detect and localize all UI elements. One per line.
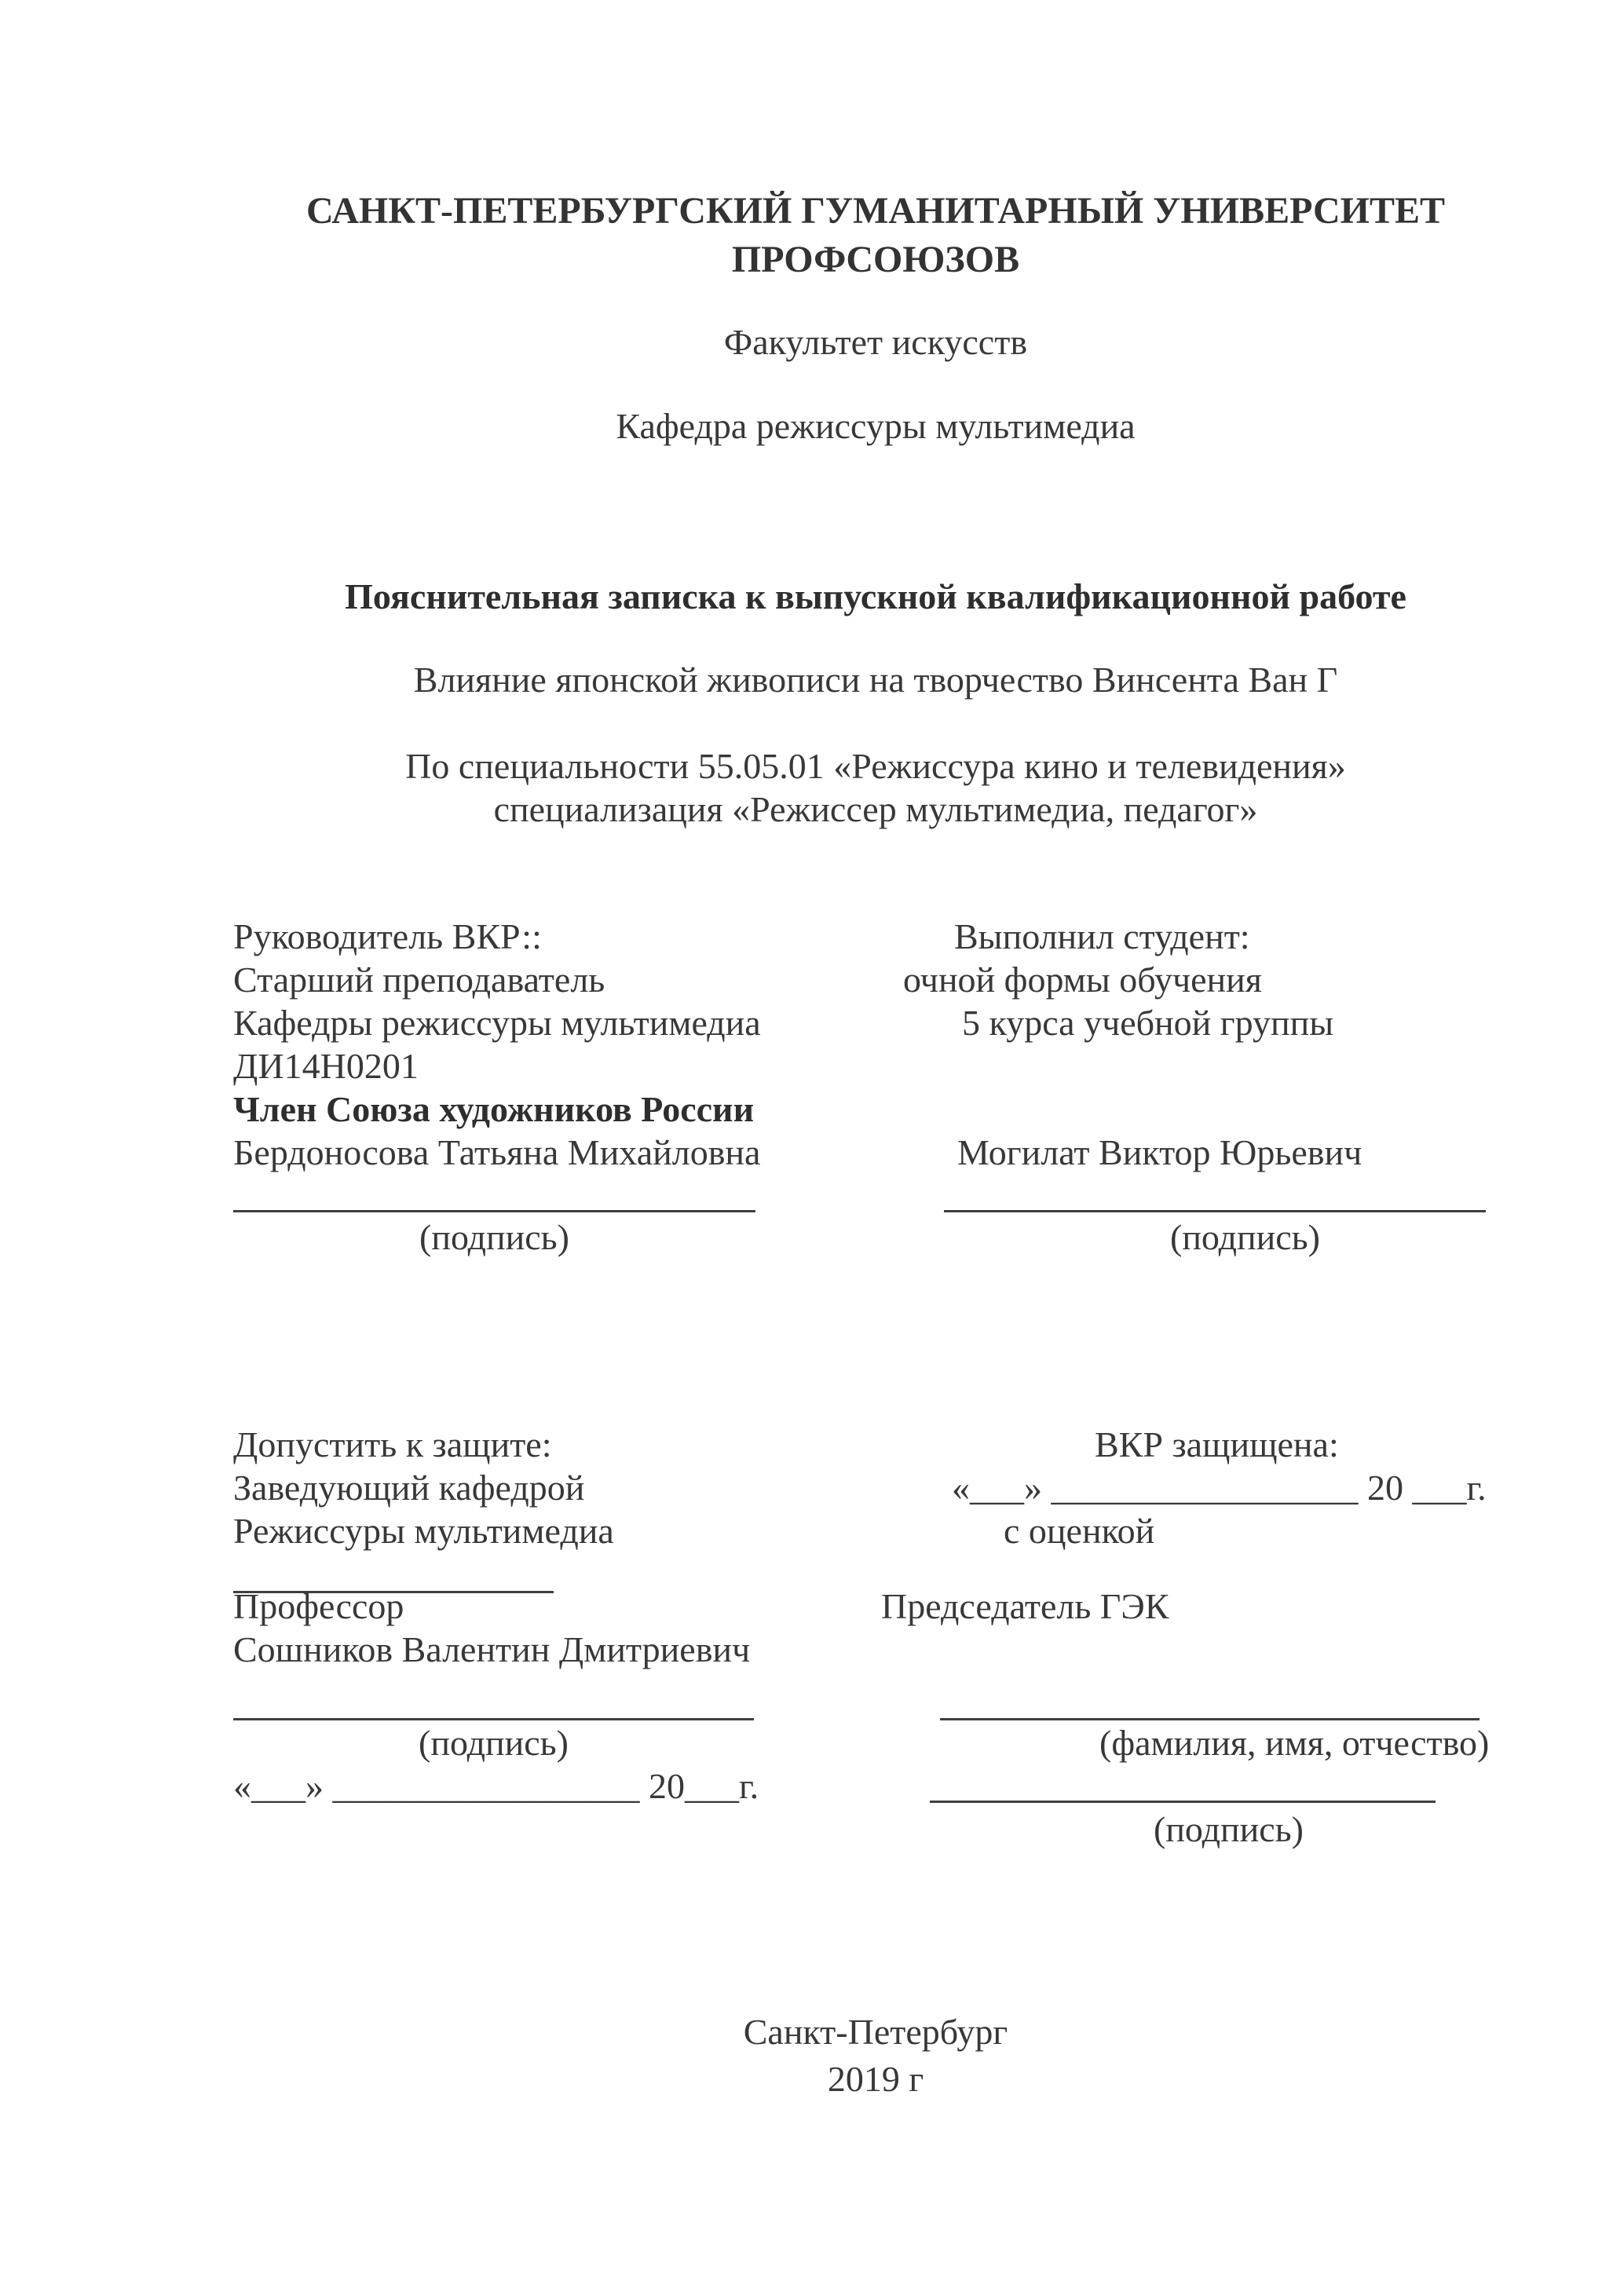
department-name: Кафедра режиссуры мультимедиа	[616, 406, 1136, 446]
supervisor-signature-line	[233, 1174, 755, 1212]
specialization-line: специализация «Режиссер мультимедиа, педагог»	[493, 789, 1258, 829]
defense-fio-caption: (фамилия, имя, отчество)	[1099, 1723, 1490, 1763]
student-course: 5 курса учебной группы	[962, 1003, 1334, 1043]
admission-head-department: Режиссуры мультимедиа	[233, 1511, 614, 1551]
supervisor-name: Бердоносова Татьяна Михайловна	[233, 1132, 761, 1172]
supervisor-heading: Руководитель ВКР::	[233, 916, 542, 956]
student-signature-caption: (подпись)	[1170, 1217, 1320, 1257]
admission-date-line: «___» _________________ 20___г.	[233, 1766, 759, 1806]
supervisor-position: Старший преподаватель	[233, 960, 605, 1000]
university-name-line1: САНКТ-ПЕТЕРБУРГСКИЙ ГУМАНИТАРНЫЙ УНИВЕРСИТЕТ	[305, 190, 1446, 232]
university-name-line2: ПРОФСОЮЗОВ	[731, 239, 1020, 280]
defense-grade-line: с оценкой	[1004, 1511, 1155, 1551]
admission-signature-caption: (подпись)	[419, 1723, 569, 1763]
year-label: 2019 г	[827, 2059, 924, 2099]
city-name: Санкт-Петербург	[743, 2012, 1008, 2052]
student-heading: Выполнил студент:	[954, 916, 1250, 956]
document-type-title: Пояснительная записка к выпускной квалификационной работе	[345, 576, 1406, 616]
supervisor-code: ДИ14Н0201	[233, 1046, 419, 1086]
faculty-name: Факультет искусств	[723, 322, 1028, 362]
defense-fio-line	[940, 1682, 1480, 1720]
specialty-line: По специальности 55.05.01 «Режиссура кино и телевидения»	[405, 746, 1346, 786]
student-name: Могилат Виктор Юрьевич	[957, 1132, 1362, 1172]
defense-signature-line	[930, 1764, 1436, 1803]
supervisor-department: Кафедры режиссуры мультимедиа	[233, 1003, 761, 1043]
student-study-form: очной формы обучения	[903, 960, 1262, 1000]
admission-name: Сошников Валентин Дмитриевич	[233, 1629, 751, 1669]
student-signature-line	[944, 1174, 1486, 1212]
supervisor-signature-caption: (подпись)	[419, 1217, 569, 1257]
defense-chairman-label: Председатель ГЭК	[881, 1586, 1169, 1626]
defense-heading: ВКР защищена:	[1095, 1424, 1339, 1464]
supervisor-membership: Член Союза художников России	[233, 1089, 755, 1129]
defense-date-line: «___» _________________ 20 ___г.	[952, 1468, 1487, 1508]
admission-heading: Допустить к защите:	[233, 1424, 552, 1464]
admission-head-position: Заведующий кафедрой	[233, 1468, 585, 1508]
thesis-title: Влияние японской живописи на творчество Винсента Ван Г	[413, 660, 1338, 700]
admission-signature-line	[233, 1682, 754, 1720]
admission-professor: Профессор	[233, 1586, 404, 1626]
defense-signature-caption: (подпись)	[1154, 1809, 1304, 1849]
